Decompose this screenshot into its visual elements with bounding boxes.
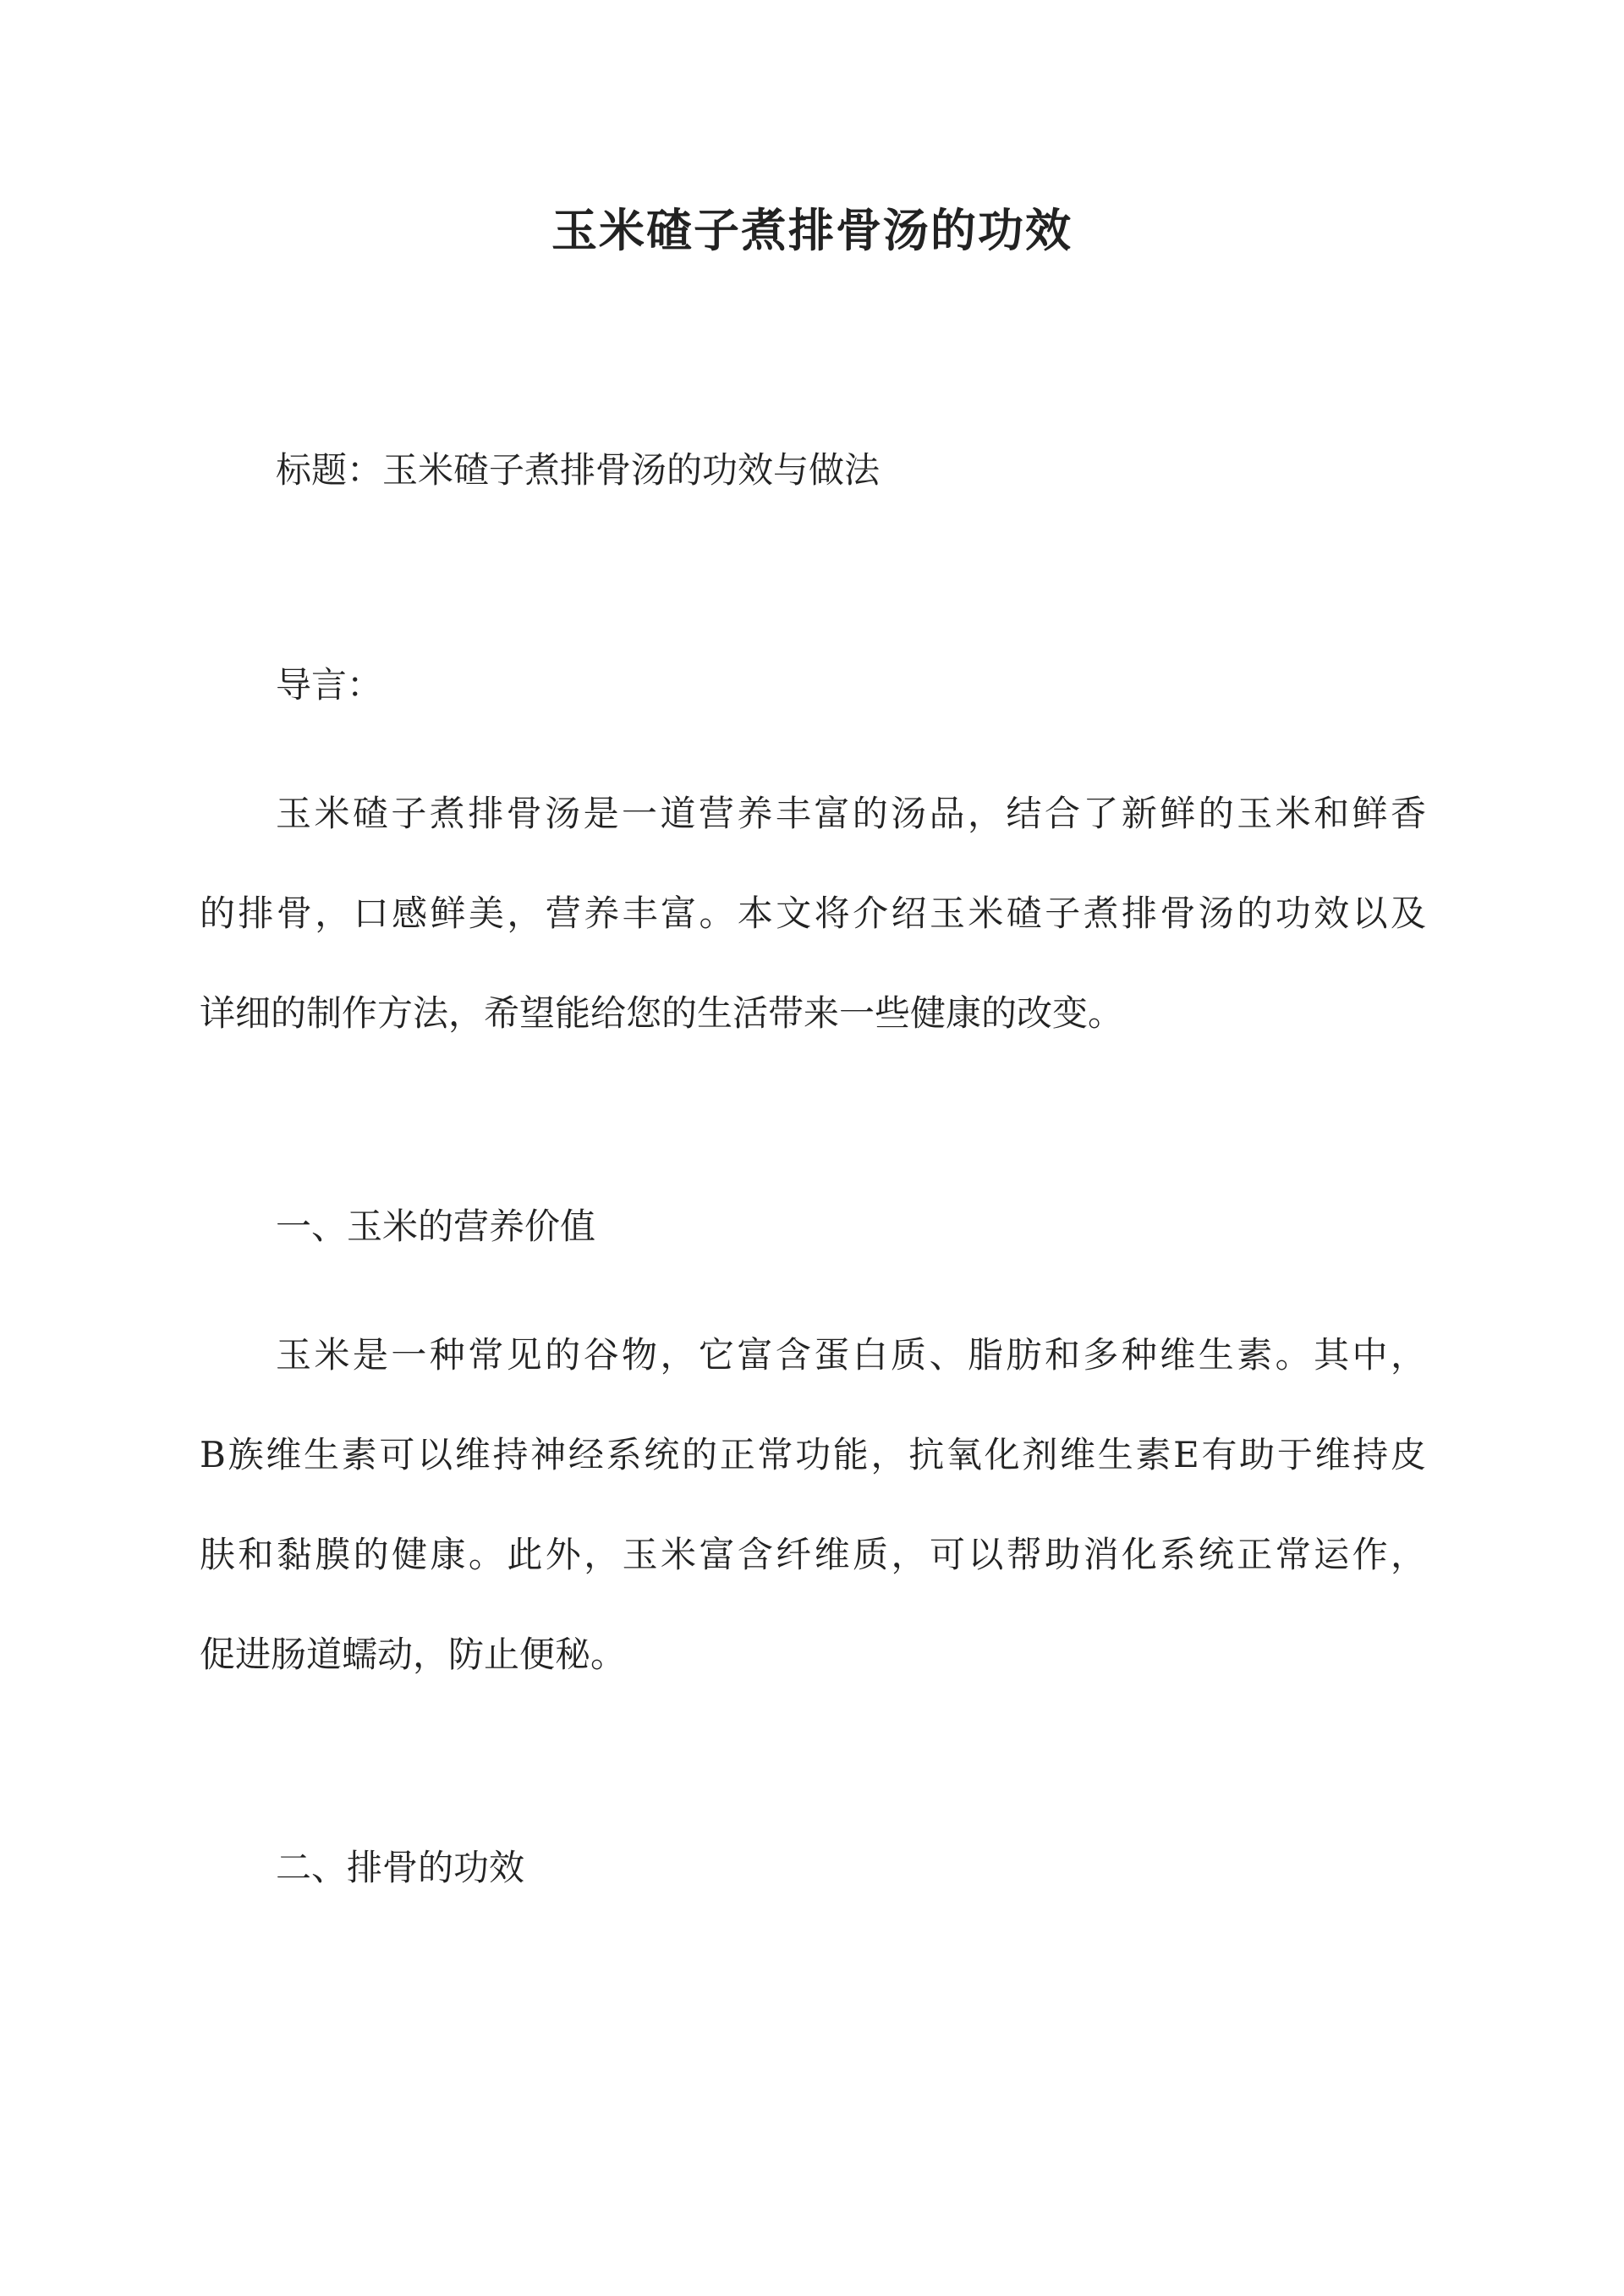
subtitle-line: 标题：玉米碴子煮排骨汤的功效与做法	[276, 449, 881, 491]
intro-heading: 导言：	[276, 664, 383, 706]
section-heading-corn-nutrition: 一、玉米的营养价值	[276, 1206, 596, 1247]
intro-paragraph-line: 的排骨，口感鲜美，营养丰富。本文将介绍玉米碴子煮排骨汤的功效以及	[200, 893, 1426, 934]
section1-paragraph-line: 肤和黏膜的健康。此外，玉米富含纤维质，可以帮助消化系统正常运作，	[200, 1534, 1426, 1575]
section1-paragraph-line: 促进肠道蠕动，防止便秘。	[200, 1634, 627, 1675]
section-heading-ribs-benefits: 二、排骨的功效	[276, 1847, 525, 1888]
section1-paragraph-line: 玉米是一种常见的谷物，它富含蛋白质、脂肪和多种维生素。其中，	[276, 1334, 1426, 1376]
section1-paragraph-line: B族维生素可以维持神经系统的正常功能，抗氧化剂维生素E有助于维持皮	[200, 1434, 1426, 1475]
intro-paragraph-line: 玉米碴子煮排骨汤是一道营养丰富的汤品，结合了新鲜的玉米和鲜香	[276, 793, 1426, 834]
document-title: 玉米碴子煮排骨汤的功效	[551, 203, 1073, 257]
intro-paragraph-line: 详细的制作方法，希望能给您的生活带来一些健康的改变。	[200, 992, 1124, 1034]
